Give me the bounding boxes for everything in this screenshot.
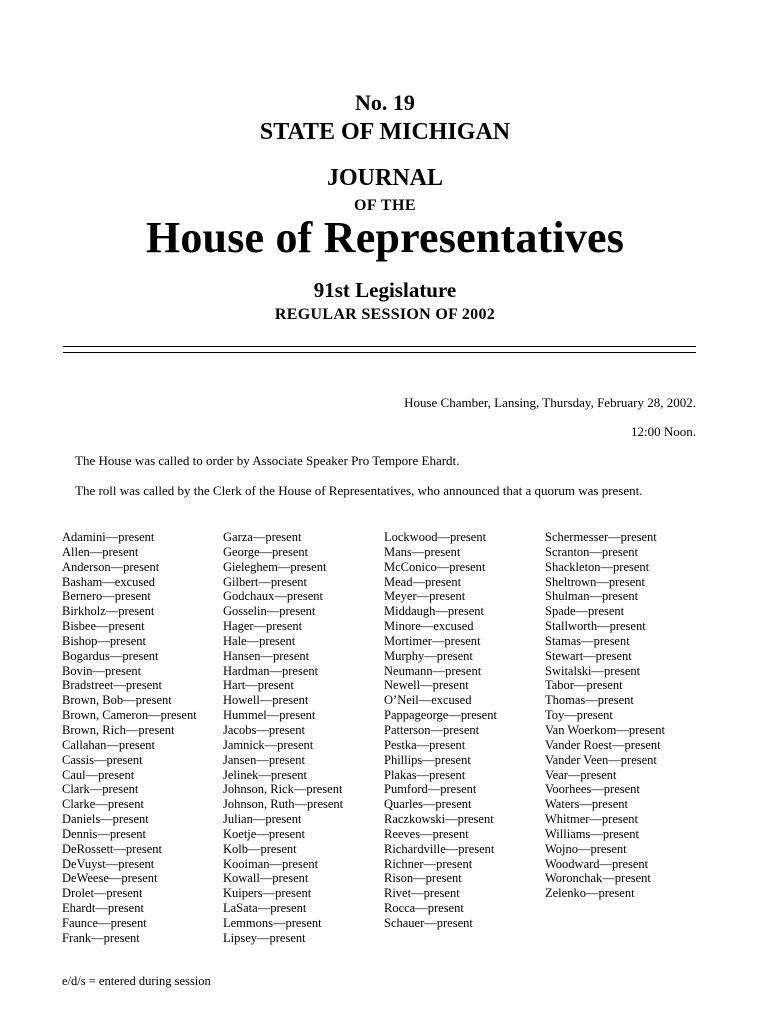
- roll-entry: Stallworth—present: [545, 619, 646, 634]
- roll-entry: Lipsey—present: [223, 930, 306, 945]
- roll-entry: Howell—present: [223, 693, 309, 708]
- roll-entry: Schauer—present: [384, 915, 473, 930]
- roll-entry: Bisbee—present: [62, 619, 145, 634]
- roll-entry: Allen—present: [62, 544, 139, 559]
- roll-entry: DeRossett—present: [62, 841, 162, 856]
- roll-entry: Bradstreet—present: [62, 678, 162, 693]
- roll-entry: DeVuyst—present: [62, 856, 155, 871]
- roll-entry: Shulman—present: [545, 589, 639, 604]
- roll-entry: Adamini—present: [62, 530, 155, 544]
- roll-entry: Phillips—present: [384, 752, 471, 767]
- roll-entry: Mead—present: [384, 574, 462, 589]
- roll-entry: Pumford—present: [384, 782, 477, 797]
- roll-call-paragraph: The roll was called by the Clerk of the House of Representatives, who announced that a quorum was present.: [75, 483, 643, 498]
- roll-entry: Stamas—present: [545, 633, 630, 648]
- roll-entry: Vear—present: [545, 767, 617, 782]
- session-time: 12:00 Noon.: [631, 424, 696, 439]
- roll-entry: Frank—present: [62, 930, 140, 945]
- roll-entry: Richner—present: [384, 856, 473, 871]
- roll-entry: Spade—present: [545, 604, 625, 619]
- roll-entry: George—present: [223, 544, 309, 559]
- roll-entry: Hart—present: [223, 678, 294, 693]
- roll-entry: Cassis—present: [62, 752, 143, 767]
- roll-entry: Pappageorge—present: [384, 708, 497, 723]
- roll-column-1: [62, 530, 197, 946]
- roll-entry: Kooiman—present: [223, 856, 319, 871]
- roll-entry: Jamnick—present: [223, 737, 314, 752]
- roll-entry: Raczkowski—present: [384, 812, 494, 827]
- roll-entry: Thomas—present: [545, 693, 634, 708]
- call-to-order-paragraph: The House was called to order by Associate Speaker Pro Tempore Ehardt.: [75, 453, 460, 468]
- roll-entry: Anderson—present: [62, 559, 160, 574]
- roll-entry: Callahan—present: [62, 737, 156, 752]
- roll-entry: Quarles—present: [384, 797, 472, 812]
- roll-entry: Bogardus—present: [62, 648, 159, 663]
- roll-entry: Lockwood—present: [384, 530, 487, 544]
- roll-entry: Neumann—present: [384, 663, 482, 678]
- roll-entry: Stewart—present: [545, 648, 632, 663]
- roll-entry: Schermesser—present: [545, 530, 657, 544]
- roll-entry: Gilbert—present: [223, 574, 308, 589]
- roll-entry: Switalski—present: [545, 663, 641, 678]
- roll-entry: Voorhees—present: [545, 782, 640, 797]
- roll-entry: Garza—present: [223, 530, 302, 544]
- roll-entry: Lemmons—present: [223, 915, 322, 930]
- roll-entry: Pestka—present: [384, 737, 466, 752]
- roll-entry: Gieleghem—present: [223, 559, 327, 574]
- roll-entry: Kuipers—present: [223, 886, 312, 901]
- roll-entry: Rivet—present: [384, 886, 460, 901]
- roll-entry: McConico—present: [384, 559, 486, 574]
- roll-entry: Whitmer—present: [545, 812, 639, 827]
- roll-entry: Basham—excused: [62, 574, 156, 589]
- roll-entry: Kowall—present: [223, 871, 309, 886]
- roll-column-3: [384, 530, 497, 931]
- footnote: e/d/s = entered during session: [62, 974, 211, 988]
- roll-entry: Tabor—present: [545, 678, 623, 693]
- roll-entry: Woronchak—present: [545, 871, 651, 886]
- roll-entry: Bovin—present: [62, 663, 142, 678]
- roll-entry: Minore—excused: [384, 619, 474, 634]
- roll-entry: Middaugh—present: [384, 604, 484, 619]
- legislature-title: 91st Legislature: [313, 278, 457, 302]
- roll-entry: Hale—present: [223, 633, 296, 648]
- roll-entry: Bernero—present: [62, 589, 151, 604]
- roll-entry: Williams—present: [545, 826, 639, 841]
- roll-column-4: [545, 530, 665, 901]
- roll-entry: Dennis—present: [62, 826, 147, 841]
- roll-entry: Richardville—present: [384, 841, 495, 856]
- roll-entry: Clark—present: [62, 782, 139, 797]
- roll-entry: Brown, Rich—present: [62, 722, 175, 737]
- roll-entry: Patterson—present: [384, 722, 480, 737]
- roll-entry: Godchaux—present: [223, 589, 323, 604]
- roll-entry: Wojno—present: [545, 841, 627, 856]
- session-title: REGULAR SESSION OF 2002: [274, 306, 496, 323]
- house-title: House of Representatives: [145, 213, 625, 262]
- roll-entry: Rocca—present: [384, 901, 464, 916]
- roll-entry: Sheltrown—present: [545, 574, 645, 589]
- roll-entry: Julian—present: [223, 812, 302, 827]
- roll-entry: Murphy—present: [384, 648, 473, 663]
- roll-entry: Koetje—present: [223, 826, 305, 841]
- roll-entry: Bishop—present: [62, 633, 147, 648]
- roll-entry: Hager—present: [223, 619, 303, 634]
- roll-entry: Birkholz—present: [62, 604, 155, 619]
- roll-entry: Johnson, Rick—present: [223, 782, 343, 797]
- roll-entry: Ehardt—present: [62, 901, 144, 916]
- roll-entry: Woodward—present: [545, 856, 649, 871]
- state-title: STATE OF MICHIGAN: [259, 119, 511, 145]
- roll-entry: Jansen—present: [223, 752, 305, 767]
- roll-entry: Kolb—present: [223, 841, 297, 856]
- roll-entry: Johnson, Ruth—present: [223, 797, 344, 812]
- roll-entry: Meyer—present: [384, 589, 466, 604]
- roll-entry: LaSata—present: [223, 901, 307, 916]
- roll-entry: Hardman—present: [223, 663, 319, 678]
- roll-entry: Vander Roest—present: [545, 737, 661, 752]
- roll-column-2: [223, 530, 343, 946]
- roll-entry: Faunce—present: [62, 915, 147, 930]
- roll-entry: Vander Veen—present: [545, 752, 657, 767]
- header-rule-top: [63, 346, 696, 347]
- roll-entry: O’Neil—excused: [384, 693, 472, 708]
- roll-entry: Rison—present: [384, 871, 462, 886]
- roll-entry: DeWeese—present: [62, 871, 158, 886]
- journal-title: JOURNAL: [326, 165, 443, 191]
- roll-entry: Drolet—present: [62, 886, 143, 901]
- roll-entry: Clarke—present: [62, 797, 144, 812]
- roll-entry: Brown, Cameron—present: [62, 708, 197, 723]
- roll-entry: Brown, Bob—present: [62, 693, 172, 708]
- roll-entry: Zelenko—present: [545, 886, 635, 901]
- roll-entry: Mortimer—present: [384, 633, 481, 648]
- roll-entry: Reeves—present: [384, 826, 469, 841]
- roll-entry: Plakas—present: [384, 767, 466, 782]
- journal-number: No. 19: [355, 90, 415, 115]
- roll-entry: Shackleton—present: [545, 559, 650, 574]
- roll-entry: Caul—present: [62, 767, 135, 782]
- roll-entry: Jacobs—present: [223, 722, 305, 737]
- roll-entry: Hummel—present: [223, 708, 316, 723]
- place-date: House Chamber, Lansing, Thursday, February 28, 2002.: [404, 395, 696, 410]
- roll-entry: Scranton—present: [545, 544, 639, 559]
- roll-entry: Jelinek—present: [223, 767, 308, 782]
- roll-entry: Daniels—present: [62, 812, 149, 827]
- roll-entry: Waters—present: [545, 797, 628, 812]
- roll-entry: Van Woerkom—present: [545, 722, 665, 737]
- of-the-text: OF THE: [353, 197, 417, 214]
- roll-entry: Mans—present: [384, 544, 461, 559]
- roll-entry: Hansen—present: [223, 648, 310, 663]
- roll-entry: Newell—present: [384, 678, 469, 693]
- roll-entry: Gosselin—present: [223, 604, 316, 619]
- roll-entry: Toy—present: [545, 708, 613, 723]
- header-rule-bottom: [63, 352, 696, 353]
